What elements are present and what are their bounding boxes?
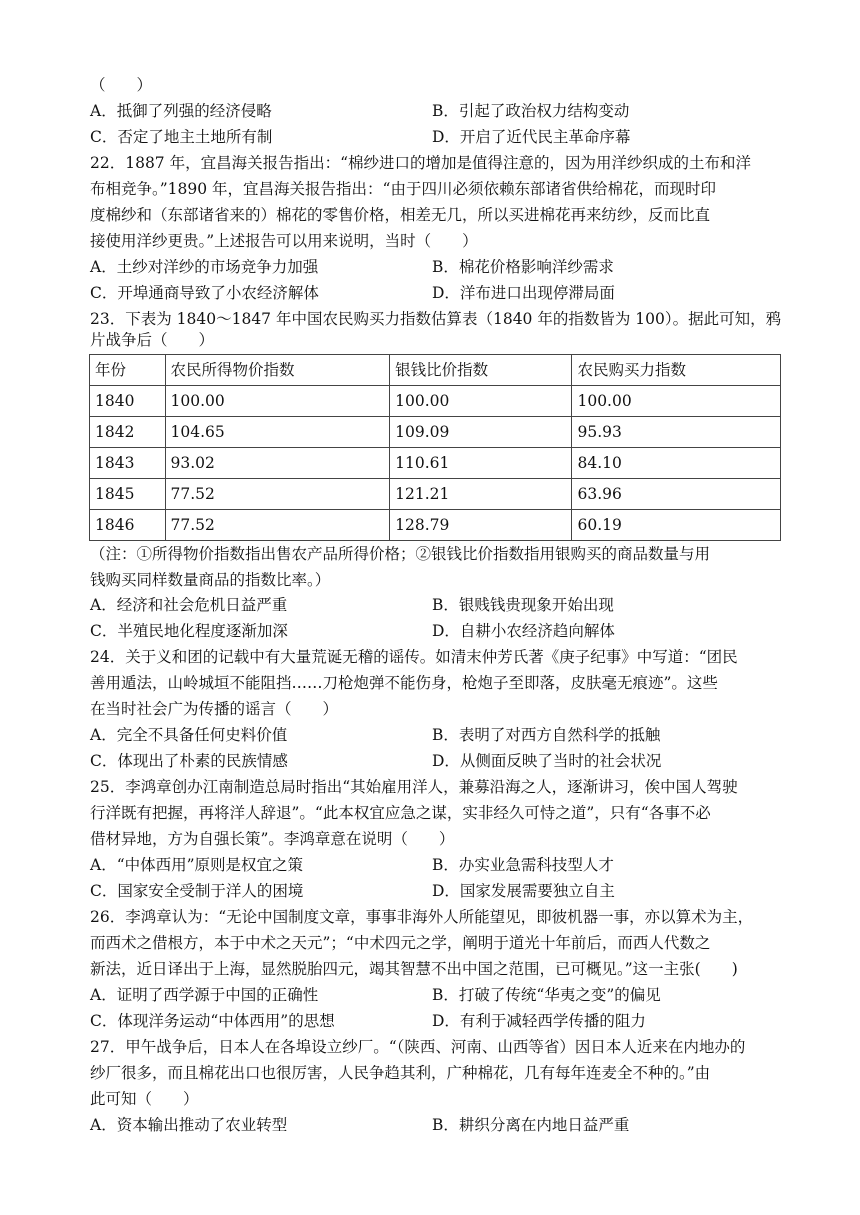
table-row — [90, 417, 781, 448]
table-cell: 1845 — [90, 479, 166, 510]
q27-stem-line: 此可知（ ） — [90, 1090, 199, 1108]
q21-option-a[interactable]: A．抵御了列强的经济侵略 — [90, 102, 272, 120]
table-cell: 100.00 — [572, 386, 781, 417]
q23-option-d[interactable]: D．自耕小农经济趋向解体 — [432, 622, 615, 640]
q26-stem-line: 26．李鸿章认为：“无论中国制度文章，事事非海外人所能望见，即彼机器一事，亦以算术为主， — [90, 908, 754, 926]
table-row — [90, 448, 781, 479]
table-cell: 93.02 — [165, 448, 390, 479]
q26-option-d[interactable]: D．有利于减轻西学传播的阻力 — [432, 1012, 646, 1030]
table-cell: 100.00 — [390, 386, 572, 417]
q25-option-c[interactable]: C．国家安全受制于洋人的困境 — [90, 882, 304, 900]
table-cell: 1843 — [90, 448, 166, 479]
q23-stem-line: 片战争后（ ） — [90, 331, 215, 349]
table-cell: 60.19 — [572, 510, 781, 541]
q23-option-c[interactable]: C．半殖民地化程度逐渐加深 — [90, 622, 288, 640]
q25-option-a[interactable]: A．“中体西用”原则是权宜之策 — [90, 856, 304, 874]
q22-option-a[interactable]: A．土纱对洋纱的市场竞争力加强 — [90, 258, 319, 276]
table-header-cell: 农民购买力指数 — [572, 355, 781, 386]
q21-option-d[interactable]: D．开启了近代民主革命序幕 — [432, 128, 631, 146]
q27-stem-line: 纱厂很多，而且棉花出口也很厉害，人民争趋其利，广种棉花，几有每年连麦全不种的。”由 — [90, 1064, 711, 1082]
q22-stem-line: 接使用洋纱更贵。”上述报告可以用来说明，当时（ ） — [90, 232, 478, 250]
q24-stem-line: 24．关于义和团的记载中有大量荒诞无稽的谣传。如清末仲芳氏著《庚子纪事》中写道：“团民 — [90, 648, 738, 666]
table-row — [90, 386, 781, 417]
table-header-cell: 农民所得物价指数 — [165, 355, 390, 386]
q25-stem-line: 行洋既有把握，再将洋人辞退”。“此本权宜应急之谋，实非经久可恃之道”，只有“各事不必 — [90, 804, 711, 822]
q27-option-a[interactable]: A．资本输出推动了农业转型 — [90, 1116, 288, 1134]
table-cell: 84.10 — [572, 448, 781, 479]
q26-option-b[interactable]: B．打破了传统“华夷之变”的偏见 — [432, 986, 661, 1004]
table-cell: 77.52 — [165, 479, 390, 510]
q24-stem-line: 善用遁法，山岭城垣不能阻挡……刀枪炮弹不能伤身，枪炮子至即落，皮肤毫无痕迹”。这些 — [90, 674, 718, 692]
q23-option-a[interactable]: A．经济和社会危机日益严重 — [90, 596, 288, 614]
q26-option-a[interactable]: A．证明了西学源于中国的正确性 — [90, 986, 319, 1004]
q22-stem-line: 22．1887 年，宜昌海关报告指出：“棉纱进口的增加是值得注意的，因为用洋纱织成的土布和洋 — [90, 154, 752, 172]
q26-stem-line: 新法，近日译出于上海，显然脱胎四元，竭其智慧不出中国之范围，已可概见。”这一主张( ) — [90, 960, 738, 978]
q26-stem-line: 而西术之借根方，本于中术之天元”；“中术四元之学，阐明于道光十年前后，而西人代数之 — [90, 934, 711, 952]
table-cell: 121.21 — [390, 479, 572, 510]
q23-option-b[interactable]: B．银贱钱贵现象开始出现 — [432, 596, 614, 614]
q22-option-b[interactable]: B．棉花价格影响洋纱需求 — [432, 258, 614, 276]
table-row — [90, 479, 781, 510]
table-cell: 128.79 — [390, 510, 572, 541]
table-cell: 1846 — [90, 510, 166, 541]
q27-option-b[interactable]: B．耕织分离在内地日益严重 — [432, 1116, 630, 1134]
q24-stem-line: 在当时社会广为传播的谣言（ ） — [90, 700, 339, 718]
table-row — [90, 510, 781, 541]
table-cell: 109.09 — [390, 417, 572, 448]
q24-option-d[interactable]: D．从侧面反映了当时的社会状况 — [432, 752, 662, 770]
table-cell: 1840 — [90, 386, 166, 417]
table-cell: 1842 — [90, 417, 166, 448]
q24-option-a[interactable]: A．完全不具备任何史料价值 — [90, 726, 288, 744]
q25-stem-line: 借材异地，方为自强长策”。李鸿章意在说明（ ） — [90, 830, 455, 848]
q22-stem-line: 布相竞争。”1890 年，宜昌海关报告指出：“由于四川必须依赖东部诸省供给棉花，而现时印 — [90, 180, 716, 198]
table-cell: 95.93 — [572, 417, 781, 448]
q22-option-d[interactable]: D．洋布进口出现停滞局面 — [432, 284, 615, 302]
table-cell: 100.00 — [165, 386, 390, 417]
q24-option-c[interactable]: C．体现出了朴素的民族情感 — [90, 752, 288, 770]
q23-stem-line: 23．下表为 1840～1847 年中国农民购买力指数估算表（1840 年的指数皆为 100）。据此可知，鸦 — [90, 310, 782, 328]
table-cell: 63.96 — [572, 479, 781, 510]
q23-note-line: （注：①所得物价指数指出售农产品所得价格；②银钱比价指数指用银购买的商品数量与用 — [90, 545, 711, 563]
q26-option-c[interactable]: C．体现洋务运动“中体西用”的思想 — [90, 1012, 335, 1030]
table-header-row — [90, 355, 781, 386]
q27-stem-line: 27．甲午战争后，日本人在各埠设立纱厂。“（陕西、河南、山西等省）因日本人近来在内地办的 — [90, 1038, 746, 1056]
q25-option-d[interactable]: D．国家发展需要独立自主 — [432, 882, 615, 900]
table-cell: 77.52 — [165, 510, 390, 541]
q25-stem-line: 25．李鸿章创办江南制造总局时指出“其始雇用洋人，兼募沿海之人，逐渐讲习，俟中国人驾驶 — [90, 778, 738, 796]
q21-blank: （ ） — [90, 76, 153, 94]
table-cell: 104.65 — [165, 417, 390, 448]
q22-option-c[interactable]: C．开埠通商导致了小农经济解体 — [90, 284, 319, 302]
q24-option-b[interactable]: B．表明了对西方自然科学的抵触 — [432, 726, 661, 744]
purchasing-power-table — [89, 354, 781, 541]
table-header-cell: 年份 — [90, 355, 166, 386]
q22-stem-line: 度棉纱和（东部诸省来的）棉花的零售价格，相差无几，所以买进棉花再来纺纱，反而比直 — [90, 206, 711, 224]
q21-option-c[interactable]: C．否定了地主土地所有制 — [90, 128, 273, 146]
q23-note-line: 钱购买同样数量商品的指数比率。） — [90, 571, 331, 589]
q25-option-b[interactable]: B．办实业急需科技型人才 — [432, 856, 614, 874]
q21-option-b[interactable]: B．引起了政治权力结构变动 — [432, 102, 630, 120]
table-cell: 110.61 — [390, 448, 572, 479]
table-header-cell: 银钱比价指数 — [390, 355, 572, 386]
